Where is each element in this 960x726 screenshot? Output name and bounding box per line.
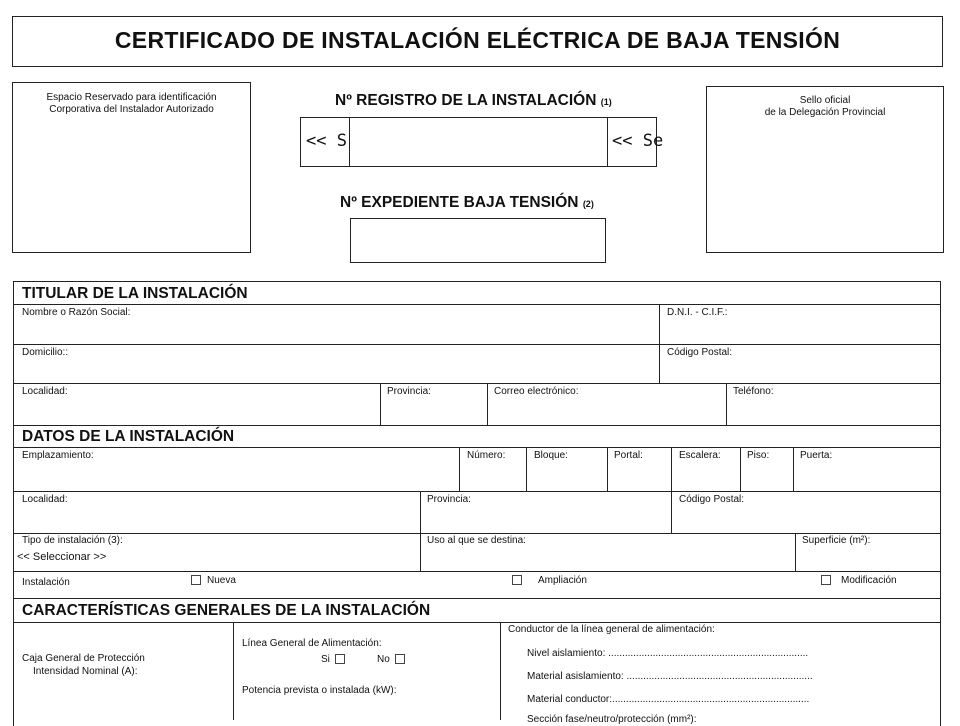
modificacion-option[interactable]: Modificación	[821, 575, 897, 587]
registro-selector-right[interactable]: << Se	[612, 131, 664, 151]
puerta-field[interactable]: Puerta:	[800, 450, 833, 461]
caracteristicas-heading: CARACTERÍSTICAS GENERALES DE LA INSTALACIÓN	[22, 602, 431, 619]
nombre-field[interactable]: Nombre o Razón Social:	[22, 307, 131, 318]
ampliacion-option[interactable]: Ampliación	[512, 575, 587, 587]
certificate-title-box	[12, 16, 943, 67]
certificate-title: CERTIFICADO DE INSTALACIÓN ELÉCTRICA DE BAJA TENSIÓN	[114, 27, 841, 53]
cgp-label-1: Caja General de Protección	[22, 653, 145, 664]
lga-si-option[interactable]: Si	[321, 654, 351, 666]
titular-localidad-field[interactable]: Localidad:	[22, 386, 68, 397]
cgp-label-2[interactable]: Intensidad Nominal (A):	[33, 666, 138, 677]
lga-label: Línea General de Alimentación:	[242, 638, 382, 649]
potencia-field[interactable]: Potencia prevista o instalada (kW):	[242, 685, 397, 696]
nivel-aislamiento-field[interactable]: Nivel aislamiento: ........................................................................	[527, 648, 809, 659]
emplazamiento-field[interactable]: Emplazamiento:	[22, 450, 94, 461]
nueva-checkbox[interactable]	[191, 575, 201, 585]
material-aislamiento-field[interactable]: Material asislamiento: ...................................................................	[527, 671, 813, 682]
domicilio-field[interactable]: Domicilio::	[22, 347, 69, 358]
lga-no-checkbox[interactable]	[395, 654, 405, 664]
seal-line2: de la Delegación Provincial	[764, 107, 886, 118]
superficie-field[interactable]: Superficie (m²):	[802, 535, 871, 546]
registro-field[interactable]	[300, 117, 664, 167]
modificacion-checkbox[interactable]	[821, 575, 831, 585]
piso-field[interactable]: Piso:	[747, 450, 770, 461]
tipo-label: Tipo de instalación (3):	[22, 535, 123, 546]
portal-field[interactable]: Portal:	[614, 450, 643, 461]
ampliacion-checkbox[interactable]	[512, 575, 522, 585]
material-conductor-field[interactable]: Material conductor:.......................................................................	[527, 694, 810, 705]
datos-localidad-field[interactable]: Localidad:	[22, 494, 68, 505]
installer-id-box	[12, 82, 251, 253]
seccion-field[interactable]: Sección fase/neutro/protección (mm²):	[527, 714, 697, 725]
lga-no-option[interactable]: No	[377, 654, 411, 666]
bloque-field[interactable]: Bloque:	[534, 450, 568, 461]
telefono-field[interactable]: Teléfono:	[733, 386, 774, 397]
datos-cp-field[interactable]: Código Postal:	[679, 494, 745, 505]
seal-line1: Sello oficial	[799, 95, 851, 106]
registro-selector-left[interactable]: << S	[306, 131, 347, 151]
registro-label: Nº REGISTRO DE LA INSTALACIÓN (1)	[335, 92, 612, 109]
datos-heading: DATOS DE LA INSTALACIÓN	[22, 428, 235, 445]
titular-heading: TITULAR DE LA INSTALACIÓN	[22, 285, 248, 302]
correo-field[interactable]: Correo electrónico:	[494, 386, 579, 397]
uso-field[interactable]: Uso al que se destina:	[427, 535, 526, 546]
installer-id-label: Espacio Reservado para identificación Corporativa del Instalador Autorizado	[46, 92, 217, 115]
escalera-field[interactable]: Escalera:	[679, 450, 721, 461]
official-seal-box	[706, 86, 944, 253]
titular-cp-field[interactable]: Código Postal:	[667, 347, 733, 358]
expediente-label: Nº EXPEDIENTE BAJA TENSIÓN (2)	[340, 194, 594, 211]
titular-provincia-field[interactable]: Provincia:	[387, 386, 431, 397]
conductor-label: Conductor de la línea general de alimentación:	[508, 624, 715, 635]
instalacion-label: Instalación	[22, 577, 70, 588]
tipo-select[interactable]: << Seleccionar >>	[17, 551, 107, 563]
nueva-option[interactable]: Nueva	[191, 575, 236, 587]
numero-field[interactable]: Número:	[467, 450, 506, 461]
dni-field[interactable]: D.N.I. - C.I.F.:	[667, 307, 728, 318]
datos-provincia-field[interactable]: Provincia:	[427, 494, 471, 505]
expediente-field[interactable]	[350, 218, 606, 263]
lga-si-checkbox[interactable]	[335, 654, 345, 664]
